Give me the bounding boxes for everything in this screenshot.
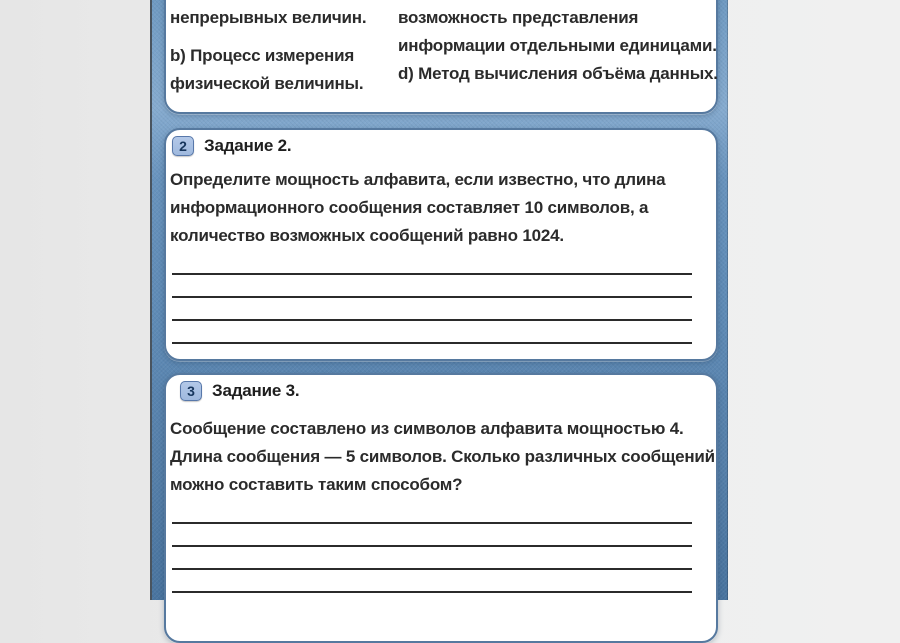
answer-option-d (398, 60, 718, 88)
task-3-body (170, 415, 715, 499)
answer-blank-line (172, 321, 692, 344)
task-title: Задание 3. (212, 381, 300, 400)
answer-blank-line (172, 275, 692, 298)
worksheet-page[interactable] (150, 0, 728, 600)
text-line: количество возможных сообщений равно 1024. (170, 226, 564, 245)
answer-option-text (398, 4, 718, 60)
text-line: информационного сообщения составляет 10 символов, а (170, 198, 649, 217)
answer-blank-line (172, 547, 692, 570)
task-number-badge: 2 (172, 136, 194, 156)
task-3-header (180, 381, 299, 401)
text-line: Сообщение составлено из символов алфавита мощностью 4. (170, 419, 684, 438)
task-2-body (170, 166, 712, 250)
task-2-header (172, 136, 291, 156)
text-line: непрерывных величин. (170, 8, 367, 27)
task-2-card (164, 128, 718, 361)
previous-task-right-column (398, 4, 718, 98)
text-line: информации отдельными единицами. (398, 36, 717, 55)
text-line: Определите мощность алфавита, если известно, что длина (170, 170, 666, 189)
text-line: b) Процесс измерения (170, 46, 355, 65)
text-line: физической величины. (170, 74, 364, 93)
answer-blank-line (172, 570, 692, 593)
answer-option-text (170, 4, 398, 32)
text-line: возможность представления (398, 8, 639, 27)
previous-task-left-column (170, 4, 398, 98)
answer-blank-line (172, 524, 692, 547)
task-3-card (164, 373, 718, 643)
answer-blank-line (172, 501, 692, 524)
previous-task-card (164, 0, 718, 114)
task-2-answer-blanks[interactable] (172, 252, 692, 344)
text-line: можно составить таким способом? (170, 475, 463, 494)
task-number-badge: 3 (180, 381, 202, 401)
answer-blank-line (172, 252, 692, 275)
answer-blank-line (172, 298, 692, 321)
task-3-answer-blanks[interactable] (172, 501, 692, 593)
answer-option-b (170, 42, 398, 98)
text-line: d) Метод вычисления объёма данных. (398, 64, 718, 83)
text-line: Длина сообщения — 5 символов. Сколько различных сообщений (170, 447, 715, 466)
task-title: Задание 2. (204, 136, 292, 155)
